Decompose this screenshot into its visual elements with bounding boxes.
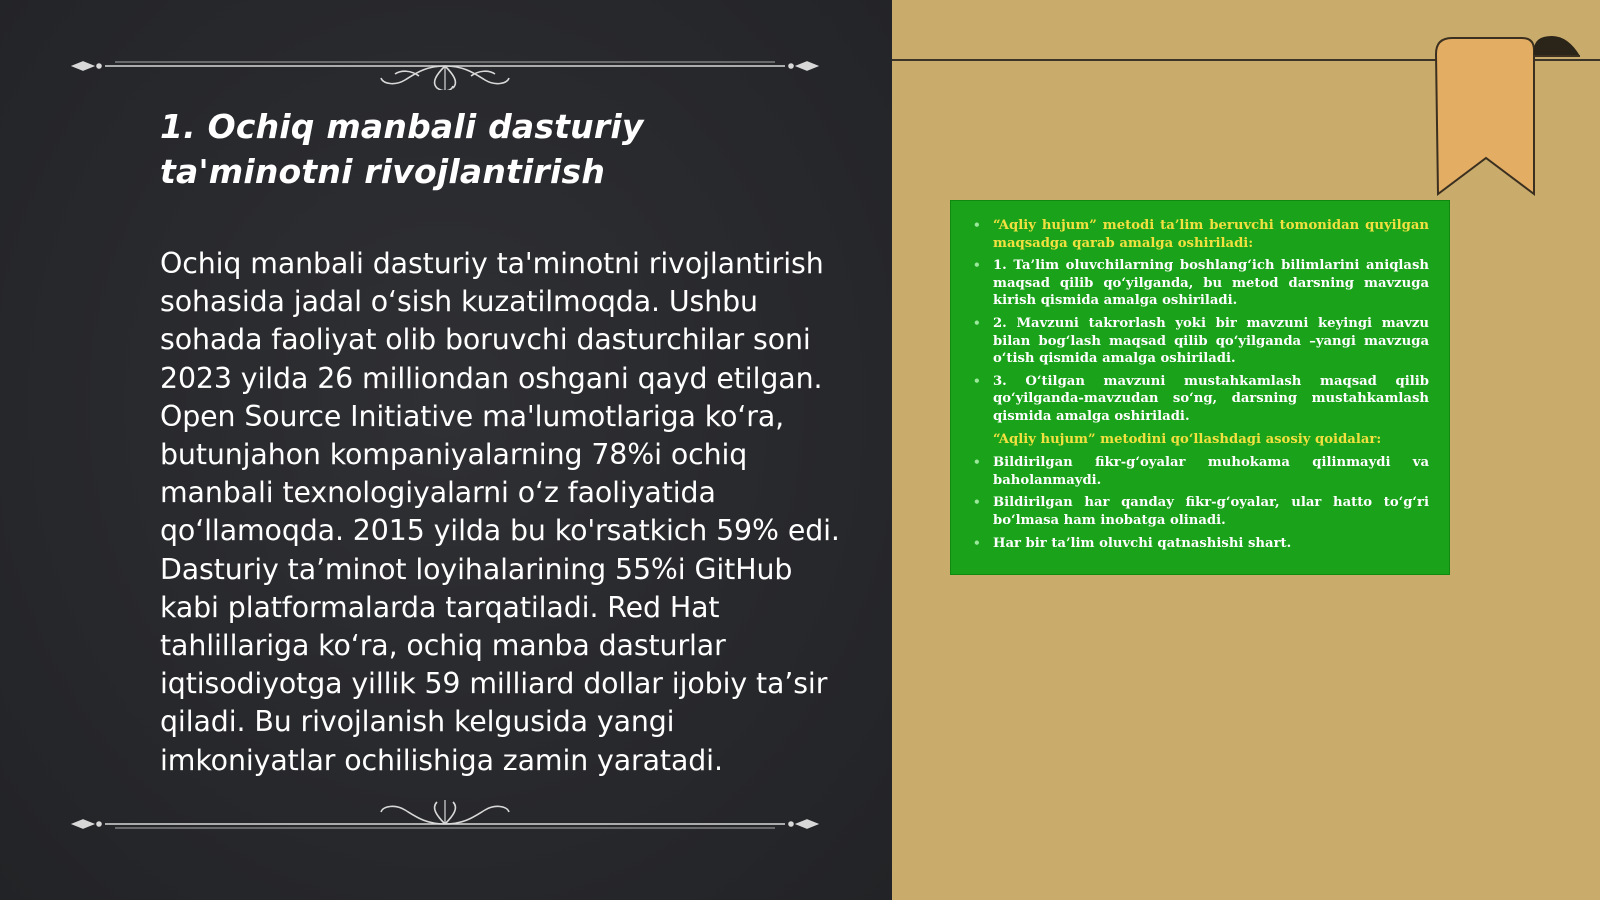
list-item: • Bildirilgan har qanday fikr-g‘oyalar, ular hatto to‘g‘ri bo‘lmasa ham inobatga olinadi. [973, 495, 1429, 528]
bullet-dot-icon: • [973, 455, 981, 470]
list-item: • Bildirilgan fikr-g‘oyalar muhokama qilinmaydi va baholanmaydi. [973, 455, 1429, 488]
bullet-dot-icon: • [973, 535, 981, 550]
rules-subheading: “Aqliy hujum” metodini qo‘llashdagi asosiy qoidalar: [993, 431, 1382, 447]
bullet-dot-icon: • [973, 218, 981, 232]
bullet-dot-icon: • [973, 315, 981, 330]
bullet-list-bottom [973, 454, 1429, 552]
list-item: • 1. Ta’lim oluvchilarning boshlang‘ich bilimlarini aniqlash maqsad qilib qo‘yilganda, bu metod darsning mavzuga kirish qismida amalga oshiriladi. [973, 258, 1429, 309]
list-item: • Har bir ta’lim oluvchi qatnashishi shart. [973, 535, 1292, 551]
scroll-divider-icon [65, 40, 825, 90]
list-item: • 2. Mavzuni takrorlash yoki bir mavzuni keyingi mavzu bilan bog‘lash maqsad qilib qo‘yilganda –yangi mavzuga o‘tish qismida amalga oshiriladi. [973, 315, 1429, 367]
bullet-dot-icon: • [973, 258, 981, 273]
scroll-divider-icon [65, 800, 825, 850]
bookmark-ribbon-icon [1430, 34, 1600, 200]
slide-title: 1. Ochiq manbali dasturiy ta'minotni rivojlantirish [160, 107, 644, 191]
bullet-dot-icon: • [973, 373, 981, 388]
list-item: • “Aqliy hujum” metodi ta’lim beruvchi tomonidan quyilgan maqsadga qarab amalga oshiriladi: [973, 218, 1429, 251]
slide-body-text: Ochiq manbali dasturiy ta'minotni rivojlantirish sohasida jadal o‘sish kuzatilmoqda. Ushbu sohada faoliyat olib boruvchi dasturchilar soni 2023 yilda 26 milliondan oshgani qayd etilgan. Open Source Initiative ma'lumotlariga ko‘ra, butunjahon kompaniyalarning 78%i ochiq manbali texnologiyalarni o‘z faoliyatida qo‘llamoqda. 2015 yilda bu ko'rsatkich 59% edi. Dasturiy ta’minot loyihalarining 55%i GitHub kabi platformalarda tarqatiladi. Red Hat tahlillariga ko‘ra, ochiq manba dasturlar iqtisodiyotga yillik 59 milliard dollar ijobiy ta’sir qiladi. Bu rivojlanish kelgusida yangi imkoniyatlar ochilishiga zamin yaratadi. [160, 247, 840, 777]
methodology-box [950, 200, 1450, 575]
list-item: • 3. O‘tilgan mavzuni mustahkamlash maqsad qilib qo‘yilganda-mavzudan so‘ng, darsning mustahkamlash qismida amalga oshiriladi. [973, 373, 1429, 424]
bullet-list-top [973, 217, 1429, 426]
bullet-dot-icon: • [973, 495, 981, 510]
